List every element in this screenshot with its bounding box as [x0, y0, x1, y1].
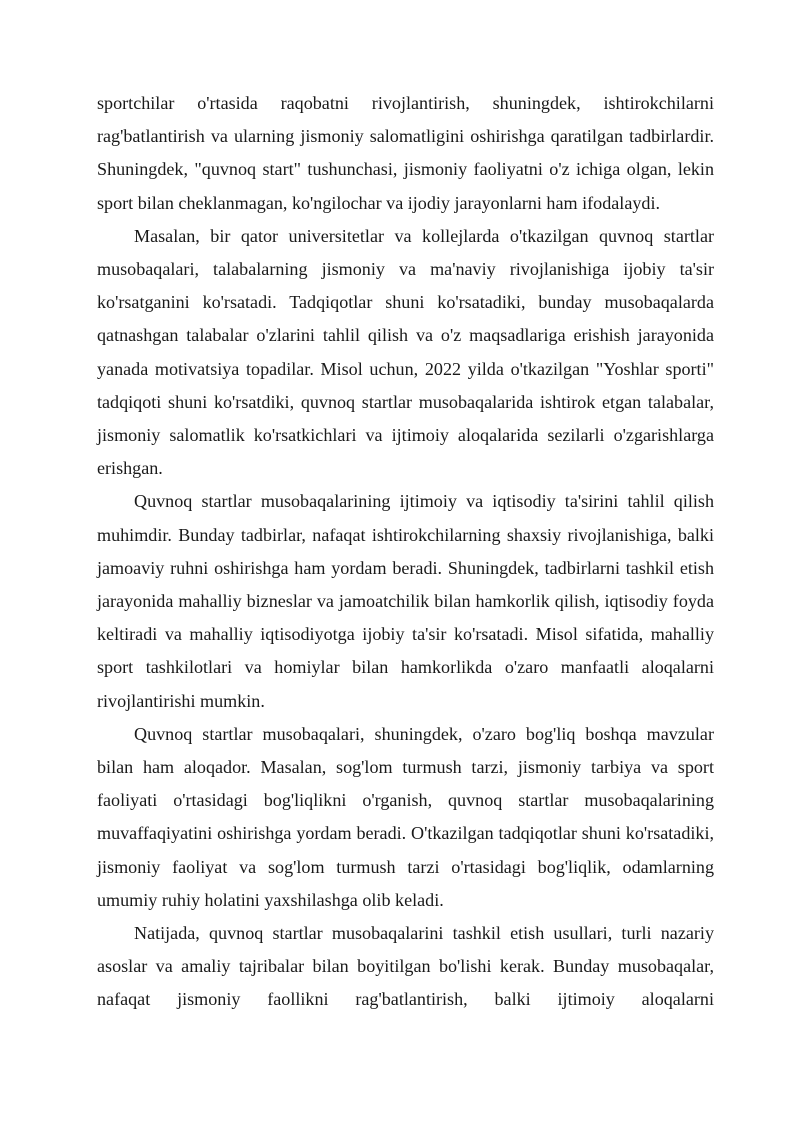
paragraph-2: Masalan, bir qator universitetlar va kollejlarda o'tkazilgan quvnoq startlar musobaqalari, talabalarning jismoniy va ma'naviy rivojlanishiga ijobiy ta'sir ko'rsatganini ko'rsatadi. Tadqiqotlar shuni ko'rsatadiki, bunday musobaqalarda qatnashgan talabalar o'zlarini tahlil qilish va o'z maqsadlariga erishish jarayonida yanada motivatsiya topadilar. Misol uchun, 2022 yilda o'tkazilgan "Yoshlar sporti" tadqiqoti shuni ko'rsatdiki, quvnoq startlar musobaqalarida ishtirok etgan talabalar, jismoniy salomatlik ko'rsatkichlari va ijtimoiy aloqalarida sezilarli o'zgarishlarga erishgan. — [97, 225, 714, 479]
paragraph-5: Natijada, quvnoq startlar musobaqalarini tashkil etish usullari, turli nazariy asoslar va amaliy tajribalar bilan boyitilgan bo'lishi kerak. Bunday musobaqalar, nafaqat jismoniy faollikni rag'batlantirish, balki ijtimoiy aloqalarni — [97, 923, 714, 1010]
paragraph-3: Quvnoq startlar musobaqalarining ijtimoiy va iqtisodiy ta'sirini tahlil qilish muhimdir. Bunday tadbirlar, nafaqat ishtirokchilarning shaxsiy rivojlanishiga, balki jamoaviy ruhni oshirishga ham yordam beradi. Shuningdek, tadbirlarni tashkil etish jarayonida mahalliy bizneslar va jamoatchilik bilan hamkorlik qilish, iqtisodiy foyda keltiradi va mahalliy iqtisodiyotga ijobiy ta'sir ko'rsatadi. Misol sifatida, mahalliy sport tashkilotlari va homiylar bilan hamkorlikda o'zaro manfaatli aloqalarni rivojlantirishi mumkin. — [97, 491, 714, 711]
document-page — [97, 87, 714, 1017]
paragraph-1: sportchilar o'rtasida raqobatni rivojlantirish, shuningdek, ishtirokchilarni rag'batlantirish va ularning jismoniy salomatligini oshirishga qaratilgan tadbirlardir. Shuningdek, "quvnoq start" tushunchasi, jismoniy faoliyatni o'z ichiga olgan, lekin sport bilan cheklanmagan, ko'ngilochar va ijodiy jarayonlarni ham ifodalaydi. — [97, 93, 714, 213]
paragraph-4: Quvnoq startlar musobaqalari, shuningdek, o'zaro bog'liq boshqa mavzular bilan ham aloqador. Masalan, sog'lom turmush tarzi, jismoniy tarbiya va sport faoliyati o'rtasidagi bog'liqlikni o'rganish, quvnoq startlar musobaqalarining muvaffaqiyatini oshirishga yordam beradi. O'tkazilgan tadqiqotlar shuni ko'rsatadiki, jismoniy faoliyat va sog'lom turmush tarzi o'rtasidagi bog'liqlik, odamlarning umumiy ruhiy holatini yaxshilashga olib keladi. — [97, 723, 714, 910]
